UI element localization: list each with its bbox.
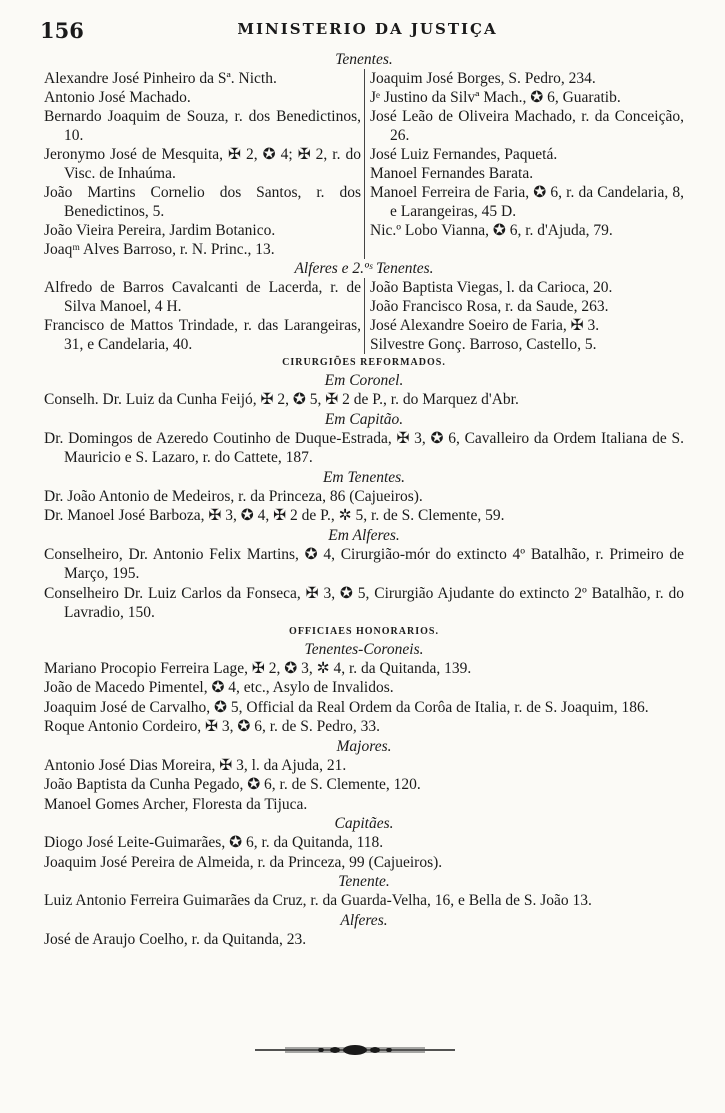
closing-ornament	[255, 1040, 455, 1060]
list-entry: Nic.º Lobo Vianna, ✪ 6, r. d'Ajuda, 79.	[370, 222, 613, 239]
list-entry: Conselheiro, Dr. Antonio Felix Martins, ✪ 4, Cirurgião-mór do extincto 4º Batalhão, r. Primeiro de Março, 195.	[44, 545, 684, 582]
list-entry: Dr. Manoel José Barboza, ✠ 3, ✪ 4, ✠ 2 de P., ✲ 5, r. de S. Clemente, 59.	[44, 507, 505, 524]
left-column	[44, 278, 364, 354]
list-entry: Joaquim José Borges, S. Pedro, 234.	[370, 70, 596, 87]
list-entry: Conselh. Dr. Luiz da Cunha Feijó, ✠ 2, ✪ 5, ✠ 2 de P., r. do Marquez d'Abr.	[44, 391, 519, 408]
section-heading: Alferes e 2.ºˢ Tenentes.	[294, 260, 434, 277]
running-title: MINISTERIO DA JUSTIÇA	[237, 20, 498, 38]
list-entry: Jeronymo José de Mesquita, ✠ 2, ✪ 4; ✠ 2, r. do Visc. de Inhaúma.	[44, 146, 361, 182]
two-column-block	[44, 69, 684, 259]
list-entry: Mariano Procopio Ferreira Lage, ✠ 2, ✪ 3, ✲ 4, r. da Quitanda, 139.	[44, 659, 472, 677]
section-heading: Tenentes-Coroneis.	[304, 640, 424, 658]
section-heading: Tenente.	[338, 873, 390, 890]
right-column	[364, 278, 684, 354]
section-heading: Majores.	[336, 737, 392, 755]
page-number: 156	[40, 18, 84, 43]
list-entry: José Leão de Oliveira Machado, r. da Conceição, 26.	[370, 108, 684, 144]
list-entry: Roque Antonio Cordeiro, ✠ 3, ✪ 6, r. de S. Pedro, 33.	[44, 718, 380, 735]
section-heading: Em Coronel.	[324, 372, 404, 389]
list-entry: José Luiz Fernandes, Paquetá.	[370, 146, 558, 163]
list-entry: João Martins Cornelio dos Santos, r. dos Benedictinos, 5.	[44, 184, 361, 220]
single-column-block	[44, 545, 684, 623]
section-heading: Em Tenentes.	[322, 468, 406, 486]
section-heading: CIRURGIÕES REFORMADOS.	[282, 357, 446, 368]
list-entry: Silvestre Gonç. Barroso, Castello, 5.	[370, 336, 597, 353]
list-entry: Alexandre José Pinheiro da Sª. Nicth.	[44, 70, 277, 87]
list-entry: João Francisco Rosa, r. da Saude, 263.	[370, 298, 609, 315]
single-column-block	[44, 756, 684, 815]
list-entry: Jᵉ Justino da Silvª Mach., ✪ 6, Guaratib.	[370, 89, 621, 106]
section-heading: Tenentes.	[335, 51, 393, 68]
list-entry: João Vieira Pereira, Jardim Botanico.	[44, 222, 276, 239]
list-entry: Manoel Ferreira de Faria, ✪ 6, r. da Candelaria, 8, e Larangeiras, 45 D.	[370, 184, 684, 220]
single-column-block	[44, 429, 684, 468]
list-entry: Antonio José Machado.	[44, 89, 191, 106]
list-entry: João de Macedo Pimentel, ✪ 4, etc., Asylo de Invalidos.	[44, 679, 394, 696]
list-entry: Antonio José Dias Moreira, ✠ 3, l. da Ajuda, 21.	[44, 756, 347, 774]
list-entry: Joaquim José Pereira de Almeida, r. da Princeza, 99 (Cajueiros).	[44, 853, 443, 871]
page-header	[40, 18, 695, 42]
left-column	[44, 69, 364, 259]
list-entry: Joaqᵐ Alves Barroso, r. N. Princ., 13.	[44, 241, 275, 258]
single-column-block	[44, 930, 684, 950]
single-column-block	[44, 390, 684, 410]
single-column-block	[44, 891, 684, 911]
list-entry: Manoel Fernandes Barata.	[370, 165, 534, 182]
right-column	[364, 69, 684, 259]
single-column-block	[44, 659, 684, 737]
list-entry: José Alexandre Soeiro de Faria, ✠ 3.	[370, 317, 600, 334]
list-entry: Bernardo Joaquim de Souza, r. dos Benedictinos, 10.	[44, 108, 361, 144]
list-entry: Dr. Domingos de Azeredo Coutinho de Duque-Estrada, ✠ 3, ✪ 6, Cavalleiro da Ordem Italiana de S. Mauricio e S. Lazaro, r. do Cattete, 187.	[44, 429, 684, 466]
two-column-block	[44, 278, 684, 354]
single-column-block	[44, 833, 684, 872]
list-entry: Luiz Antonio Ferreira Guimarães da Cruz, r. da Guarda-Velha, 16, e Bella de S. João 13.	[44, 892, 592, 909]
section-heading: Alferes.	[340, 911, 388, 929]
page-content	[44, 50, 684, 949]
list-entry: Joaquim José de Carvalho, ✪ 5, Official da Real Ordem da Corôa de Italia, r. de S. Joaquim, 186.	[44, 698, 649, 716]
list-entry: Manoel Gomes Archer, Floresta da Tijuca.	[44, 795, 308, 813]
list-entry: João Baptista da Cunha Pegado, ✪ 6, r. de S. Clemente, 120.	[44, 776, 421, 793]
list-entry: Dr. João Antonio de Medeiros, r. da Princeza, 86 (Cajueiros).	[44, 487, 423, 505]
section-heading: Capitães.	[334, 815, 394, 832]
section-heading: Em Capitão.	[324, 410, 404, 428]
section-heading: Em Alferes.	[328, 526, 400, 544]
list-entry: Conselheiro Dr. Luiz Carlos da Fonseca, ✠ 3, ✪ 5, Cirurgião Ajudante do extincto 2º Batalhão, r. do Lavradio, 150.	[44, 584, 684, 621]
list-entry: Diogo José Leite-Guimarães, ✪ 6, r. da Quitanda, 118.	[44, 834, 384, 851]
section-heading: OFFICIAES HONORARIOS.	[289, 625, 439, 637]
list-entry: João Baptista Viegas, l. da Carioca, 20.	[370, 279, 613, 296]
single-column-block	[44, 487, 684, 526]
list-entry: José de Araujo Coelho, r. da Quitanda, 23.	[44, 930, 307, 948]
list-entry: Francisco de Mattos Trindade, r. das Larangeiras, 31, e Candelaria, 40.	[44, 317, 361, 353]
list-entry: Alfredo de Barros Cavalcanti de Lacerda, r. de Silva Manoel, 4 H.	[44, 279, 361, 315]
